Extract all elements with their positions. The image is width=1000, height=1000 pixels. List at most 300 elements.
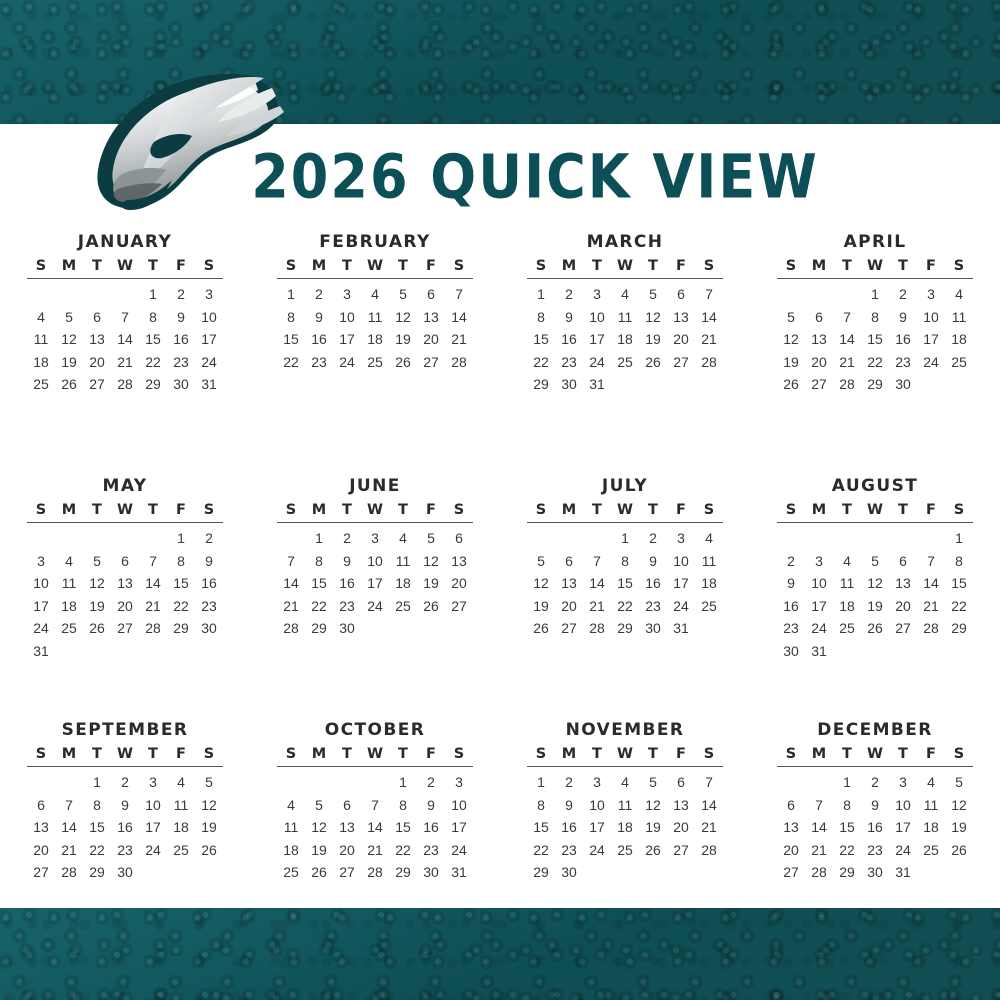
day-cell: 7 xyxy=(843,308,851,325)
day-cell xyxy=(833,523,861,550)
day-cell: 30 xyxy=(339,620,355,637)
day-cell: 4 xyxy=(843,552,851,569)
day-cell xyxy=(945,373,973,396)
day-cell: 5 xyxy=(955,774,963,791)
day-cell: 13 xyxy=(339,819,355,836)
day-cell xyxy=(611,861,639,884)
day-cell: 27 xyxy=(673,353,689,370)
day-cell xyxy=(445,617,473,640)
day-cell: 15 xyxy=(145,331,161,348)
day-cell xyxy=(139,523,167,550)
day-cell: 10 xyxy=(339,308,355,325)
day-cell: 22 xyxy=(867,353,883,370)
day-cell: 26 xyxy=(783,376,799,393)
day-cell: 8 xyxy=(871,308,879,325)
weekday-header: W xyxy=(611,258,639,279)
day-cell: 5 xyxy=(315,796,323,813)
day-cell: 30 xyxy=(201,620,217,637)
day-cell: 1 xyxy=(177,530,185,547)
day-cell: 4 xyxy=(37,308,45,325)
day-cell: 23 xyxy=(423,841,439,858)
day-cell: 11 xyxy=(617,796,633,813)
day-cell: 8 xyxy=(93,796,101,813)
weekday-header: M xyxy=(555,502,583,523)
week-row xyxy=(527,572,723,595)
week-row xyxy=(527,373,723,396)
month-september xyxy=(0,720,250,964)
week-row xyxy=(27,373,223,396)
day-cell: 15 xyxy=(173,575,189,592)
weekday-header: S xyxy=(695,502,723,523)
day-cell: 21 xyxy=(839,353,855,370)
weekday-header: M xyxy=(555,258,583,279)
week-row xyxy=(27,279,223,306)
day-cell: 17 xyxy=(589,819,605,836)
day-cell: 1 xyxy=(537,774,545,791)
month-name: MAY xyxy=(102,476,148,496)
day-cell xyxy=(667,373,695,396)
week-row xyxy=(527,816,723,839)
week-row xyxy=(27,523,223,550)
day-cell: 1 xyxy=(621,530,629,547)
day-cell xyxy=(55,640,83,663)
day-cell: 9 xyxy=(565,796,573,813)
month-table xyxy=(777,502,973,662)
day-cell: 27 xyxy=(89,376,105,393)
day-cell: 13 xyxy=(561,575,577,592)
day-cell xyxy=(945,640,973,663)
day-cell: 24 xyxy=(811,620,827,637)
day-cell: 2 xyxy=(649,530,657,547)
day-cell: 9 xyxy=(121,796,129,813)
month-table xyxy=(27,746,223,884)
weekday-header: F xyxy=(667,258,695,279)
day-cell xyxy=(861,523,889,550)
day-cell xyxy=(695,373,723,396)
week-row xyxy=(527,279,723,306)
day-cell xyxy=(695,617,723,640)
day-cell: 2 xyxy=(899,286,907,303)
day-cell: 9 xyxy=(343,552,351,569)
day-cell: 6 xyxy=(899,552,907,569)
day-cell: 3 xyxy=(677,530,685,547)
week-row xyxy=(777,861,973,884)
day-cell: 3 xyxy=(205,286,213,303)
week-row xyxy=(527,861,723,884)
day-cell xyxy=(695,861,723,884)
day-cell: 8 xyxy=(399,796,407,813)
day-cell: 7 xyxy=(371,796,379,813)
week-row xyxy=(527,595,723,618)
day-cell: 28 xyxy=(145,620,161,637)
month-table xyxy=(527,746,723,884)
day-cell: 29 xyxy=(145,376,161,393)
day-cell: 29 xyxy=(839,864,855,881)
day-cell: 6 xyxy=(427,286,435,303)
day-cell: 7 xyxy=(287,552,295,569)
weekday-header: T xyxy=(333,258,361,279)
day-cell: 17 xyxy=(923,331,939,348)
day-cell: 21 xyxy=(701,331,717,348)
day-cell xyxy=(583,861,611,884)
day-cell: 30 xyxy=(561,864,577,881)
philadelphia-eagles-logo xyxy=(58,48,308,218)
day-cell: 18 xyxy=(33,353,49,370)
day-cell: 19 xyxy=(311,841,327,858)
day-cell: 28 xyxy=(589,620,605,637)
weekday-header: S xyxy=(695,746,723,767)
week-row xyxy=(777,523,973,550)
day-cell: 25 xyxy=(923,841,939,858)
month-name: APRIL xyxy=(843,232,907,252)
day-cell: 6 xyxy=(677,774,685,791)
day-cell: 19 xyxy=(61,353,77,370)
day-cell: 22 xyxy=(951,597,967,614)
day-cell: 3 xyxy=(343,286,351,303)
day-cell: 19 xyxy=(645,331,661,348)
month-name: JULY xyxy=(601,476,649,496)
day-cell: 5 xyxy=(649,774,657,791)
day-cell xyxy=(167,640,195,663)
day-cell: 1 xyxy=(287,286,295,303)
day-cell: 28 xyxy=(451,353,467,370)
day-cell: 27 xyxy=(339,864,355,881)
day-cell: 23 xyxy=(201,597,217,614)
day-cell xyxy=(777,767,805,794)
weekday-header: T xyxy=(139,502,167,523)
week-row xyxy=(777,351,973,374)
day-cell: 6 xyxy=(121,552,129,569)
day-cell: 27 xyxy=(811,376,827,393)
day-cell: 14 xyxy=(283,575,299,592)
week-row xyxy=(777,595,973,618)
weekday-header: S xyxy=(945,258,973,279)
day-cell xyxy=(111,523,139,550)
week-row xyxy=(777,279,973,306)
day-cell: 25 xyxy=(61,620,77,637)
month-name: AUGUST xyxy=(831,476,919,496)
weekday-header: S xyxy=(445,258,473,279)
day-cell: 30 xyxy=(645,620,661,637)
day-cell: 26 xyxy=(311,864,327,881)
day-cell: 19 xyxy=(951,819,967,836)
day-cell: 28 xyxy=(283,620,299,637)
day-cell: 14 xyxy=(701,796,717,813)
day-cell: 20 xyxy=(339,841,355,858)
months-row-2 xyxy=(0,476,1000,720)
day-cell: 18 xyxy=(923,819,939,836)
day-cell: 7 xyxy=(705,286,713,303)
day-cell: 3 xyxy=(455,774,463,791)
day-cell xyxy=(583,523,611,550)
month-may xyxy=(0,476,250,720)
day-cell: 18 xyxy=(701,575,717,592)
day-cell: 10 xyxy=(589,308,605,325)
week-row xyxy=(777,640,973,663)
month-table xyxy=(527,258,723,396)
day-cell: 3 xyxy=(593,774,601,791)
day-cell: 26 xyxy=(645,353,661,370)
day-cell: 14 xyxy=(923,575,939,592)
day-cell: 17 xyxy=(367,575,383,592)
day-cell: 13 xyxy=(423,308,439,325)
day-cell: 11 xyxy=(923,796,939,813)
day-cell: 6 xyxy=(787,796,795,813)
day-cell: 14 xyxy=(367,819,383,836)
weekday-header: S xyxy=(945,746,973,767)
day-cell: 8 xyxy=(955,552,963,569)
day-cell: 8 xyxy=(149,308,157,325)
day-cell: 3 xyxy=(899,774,907,791)
week-row xyxy=(27,617,223,640)
week-row xyxy=(527,550,723,573)
day-cell: 2 xyxy=(565,286,573,303)
day-cell: 16 xyxy=(117,819,133,836)
month-table xyxy=(27,258,223,396)
day-cell: 26 xyxy=(201,841,217,858)
day-cell: 2 xyxy=(205,530,213,547)
week-row xyxy=(27,595,223,618)
weekday-header: M xyxy=(805,258,833,279)
day-cell xyxy=(333,767,361,794)
day-cell: 14 xyxy=(589,575,605,592)
weekday-header: S xyxy=(445,502,473,523)
weekday-header: T xyxy=(583,746,611,767)
weekday-header: T xyxy=(83,746,111,767)
month-table xyxy=(277,258,473,373)
day-cell: 23 xyxy=(339,597,355,614)
day-cell: 24 xyxy=(923,353,939,370)
day-cell: 12 xyxy=(311,819,327,836)
day-cell: 27 xyxy=(117,620,133,637)
day-cell: 31 xyxy=(201,376,217,393)
month-november xyxy=(500,720,750,964)
weekday-header: T xyxy=(389,746,417,767)
day-cell xyxy=(27,767,55,794)
day-cell: 2 xyxy=(787,552,795,569)
day-cell: 4 xyxy=(621,774,629,791)
day-cell: 19 xyxy=(867,597,883,614)
day-cell: 1 xyxy=(537,286,545,303)
day-cell: 11 xyxy=(367,308,383,325)
week-row xyxy=(277,572,473,595)
week-row xyxy=(527,617,723,640)
weekday-header: S xyxy=(445,746,473,767)
weekday-header: T xyxy=(639,746,667,767)
weekday-header: S xyxy=(695,258,723,279)
weekday-header: S xyxy=(527,258,555,279)
weekday-header: S xyxy=(27,746,55,767)
day-cell: 18 xyxy=(395,575,411,592)
week-row xyxy=(27,572,223,595)
day-cell: 7 xyxy=(149,552,157,569)
day-cell: 10 xyxy=(145,796,161,813)
day-cell: 25 xyxy=(617,353,633,370)
day-cell: 16 xyxy=(867,819,883,836)
weekday-header: T xyxy=(333,746,361,767)
day-cell: 31 xyxy=(673,620,689,637)
day-cell xyxy=(917,640,945,663)
day-cell: 7 xyxy=(455,286,463,303)
day-cell xyxy=(777,279,805,306)
day-cell: 5 xyxy=(427,530,435,547)
day-cell xyxy=(527,523,555,550)
day-cell xyxy=(945,861,973,884)
day-cell xyxy=(195,861,223,884)
day-cell: 17 xyxy=(589,331,605,348)
day-cell: 10 xyxy=(895,796,911,813)
day-cell: 25 xyxy=(617,841,633,858)
day-cell: 2 xyxy=(315,286,323,303)
day-cell: 2 xyxy=(427,774,435,791)
month-table xyxy=(527,502,723,640)
week-row xyxy=(527,523,723,550)
day-cell: 2 xyxy=(871,774,879,791)
day-cell: 1 xyxy=(871,286,879,303)
day-cell xyxy=(83,523,111,550)
day-cell: 16 xyxy=(561,331,577,348)
day-cell: 12 xyxy=(951,796,967,813)
day-cell: 21 xyxy=(923,597,939,614)
day-cell: 24 xyxy=(673,597,689,614)
day-cell: 9 xyxy=(177,308,185,325)
day-cell: 22 xyxy=(617,597,633,614)
day-cell: 16 xyxy=(173,331,189,348)
day-cell: 10 xyxy=(451,796,467,813)
weekday-header: F xyxy=(417,502,445,523)
week-row xyxy=(277,595,473,618)
day-cell: 30 xyxy=(895,376,911,393)
day-cell: 25 xyxy=(839,620,855,637)
day-cell: 5 xyxy=(399,286,407,303)
week-row xyxy=(777,306,973,329)
week-row xyxy=(777,839,973,862)
day-cell: 12 xyxy=(423,552,439,569)
day-cell: 24 xyxy=(589,841,605,858)
weekday-header: S xyxy=(195,258,223,279)
day-cell: 19 xyxy=(783,353,799,370)
day-cell xyxy=(555,523,583,550)
day-cell: 27 xyxy=(561,620,577,637)
day-cell: 29 xyxy=(867,376,883,393)
weekday-header: T xyxy=(889,258,917,279)
weekday-header: W xyxy=(111,502,139,523)
weekday-header: M xyxy=(55,746,83,767)
day-cell: 16 xyxy=(339,575,355,592)
day-cell: 11 xyxy=(173,796,189,813)
day-cell: 20 xyxy=(673,331,689,348)
day-cell xyxy=(167,861,195,884)
day-cell: 17 xyxy=(145,819,161,836)
weekday-header: W xyxy=(861,746,889,767)
weekday-header: M xyxy=(805,746,833,767)
month-table xyxy=(777,746,973,884)
day-cell: 6 xyxy=(37,796,45,813)
day-cell: 6 xyxy=(93,308,101,325)
weekday-header: W xyxy=(111,746,139,767)
day-cell: 27 xyxy=(895,620,911,637)
months-row-1 xyxy=(0,232,1000,476)
month-name: JUNE xyxy=(349,476,401,496)
day-cell: 10 xyxy=(33,575,49,592)
day-cell: 15 xyxy=(867,331,883,348)
day-cell: 15 xyxy=(533,819,549,836)
day-cell: 20 xyxy=(89,353,105,370)
day-cell: 21 xyxy=(367,841,383,858)
day-cell: 17 xyxy=(339,331,355,348)
week-row xyxy=(277,816,473,839)
day-cell: 24 xyxy=(451,841,467,858)
week-row xyxy=(527,306,723,329)
day-cell: 20 xyxy=(561,597,577,614)
day-cell: 7 xyxy=(65,796,73,813)
weekday-header: F xyxy=(917,746,945,767)
day-cell: 16 xyxy=(783,597,799,614)
day-cell: 26 xyxy=(533,620,549,637)
week-row xyxy=(27,550,223,573)
day-cell: 9 xyxy=(565,308,573,325)
weekday-header: M xyxy=(55,502,83,523)
day-cell xyxy=(277,767,305,794)
month-table xyxy=(277,502,473,640)
weekday-header: T xyxy=(139,746,167,767)
day-cell: 26 xyxy=(61,376,77,393)
day-cell: 25 xyxy=(173,841,189,858)
month-january xyxy=(0,232,250,476)
day-cell: 31 xyxy=(33,642,49,659)
day-cell: 18 xyxy=(283,841,299,858)
day-cell: 25 xyxy=(951,353,967,370)
weekday-header: F xyxy=(917,258,945,279)
day-cell: 3 xyxy=(371,530,379,547)
day-cell: 23 xyxy=(311,353,327,370)
day-cell xyxy=(27,279,55,306)
day-cell: 16 xyxy=(311,331,327,348)
weekday-header: W xyxy=(361,502,389,523)
weekday-header: S xyxy=(777,258,805,279)
day-cell xyxy=(139,640,167,663)
day-cell: 15 xyxy=(283,331,299,348)
week-row xyxy=(277,523,473,550)
day-cell: 13 xyxy=(811,331,827,348)
weekday-header: F xyxy=(667,746,695,767)
day-cell: 23 xyxy=(561,841,577,858)
day-cell: 4 xyxy=(65,552,73,569)
day-cell: 31 xyxy=(811,642,827,659)
week-row xyxy=(277,767,473,794)
day-cell: 6 xyxy=(343,796,351,813)
day-cell: 27 xyxy=(451,597,467,614)
day-cell: 19 xyxy=(89,597,105,614)
weekday-header: F xyxy=(417,746,445,767)
day-cell xyxy=(111,640,139,663)
day-cell: 12 xyxy=(533,575,549,592)
day-cell: 16 xyxy=(561,819,577,836)
week-row xyxy=(777,816,973,839)
months-grid xyxy=(0,232,1000,964)
month-october xyxy=(250,720,500,964)
day-cell: 28 xyxy=(367,864,383,881)
day-cell: 15 xyxy=(951,575,967,592)
day-cell xyxy=(83,279,111,306)
weekday-header: S xyxy=(277,258,305,279)
day-cell xyxy=(83,640,111,663)
day-cell xyxy=(611,373,639,396)
weekday-header: T xyxy=(639,258,667,279)
week-row xyxy=(527,839,723,862)
day-cell: 12 xyxy=(61,331,77,348)
day-cell xyxy=(27,523,55,550)
